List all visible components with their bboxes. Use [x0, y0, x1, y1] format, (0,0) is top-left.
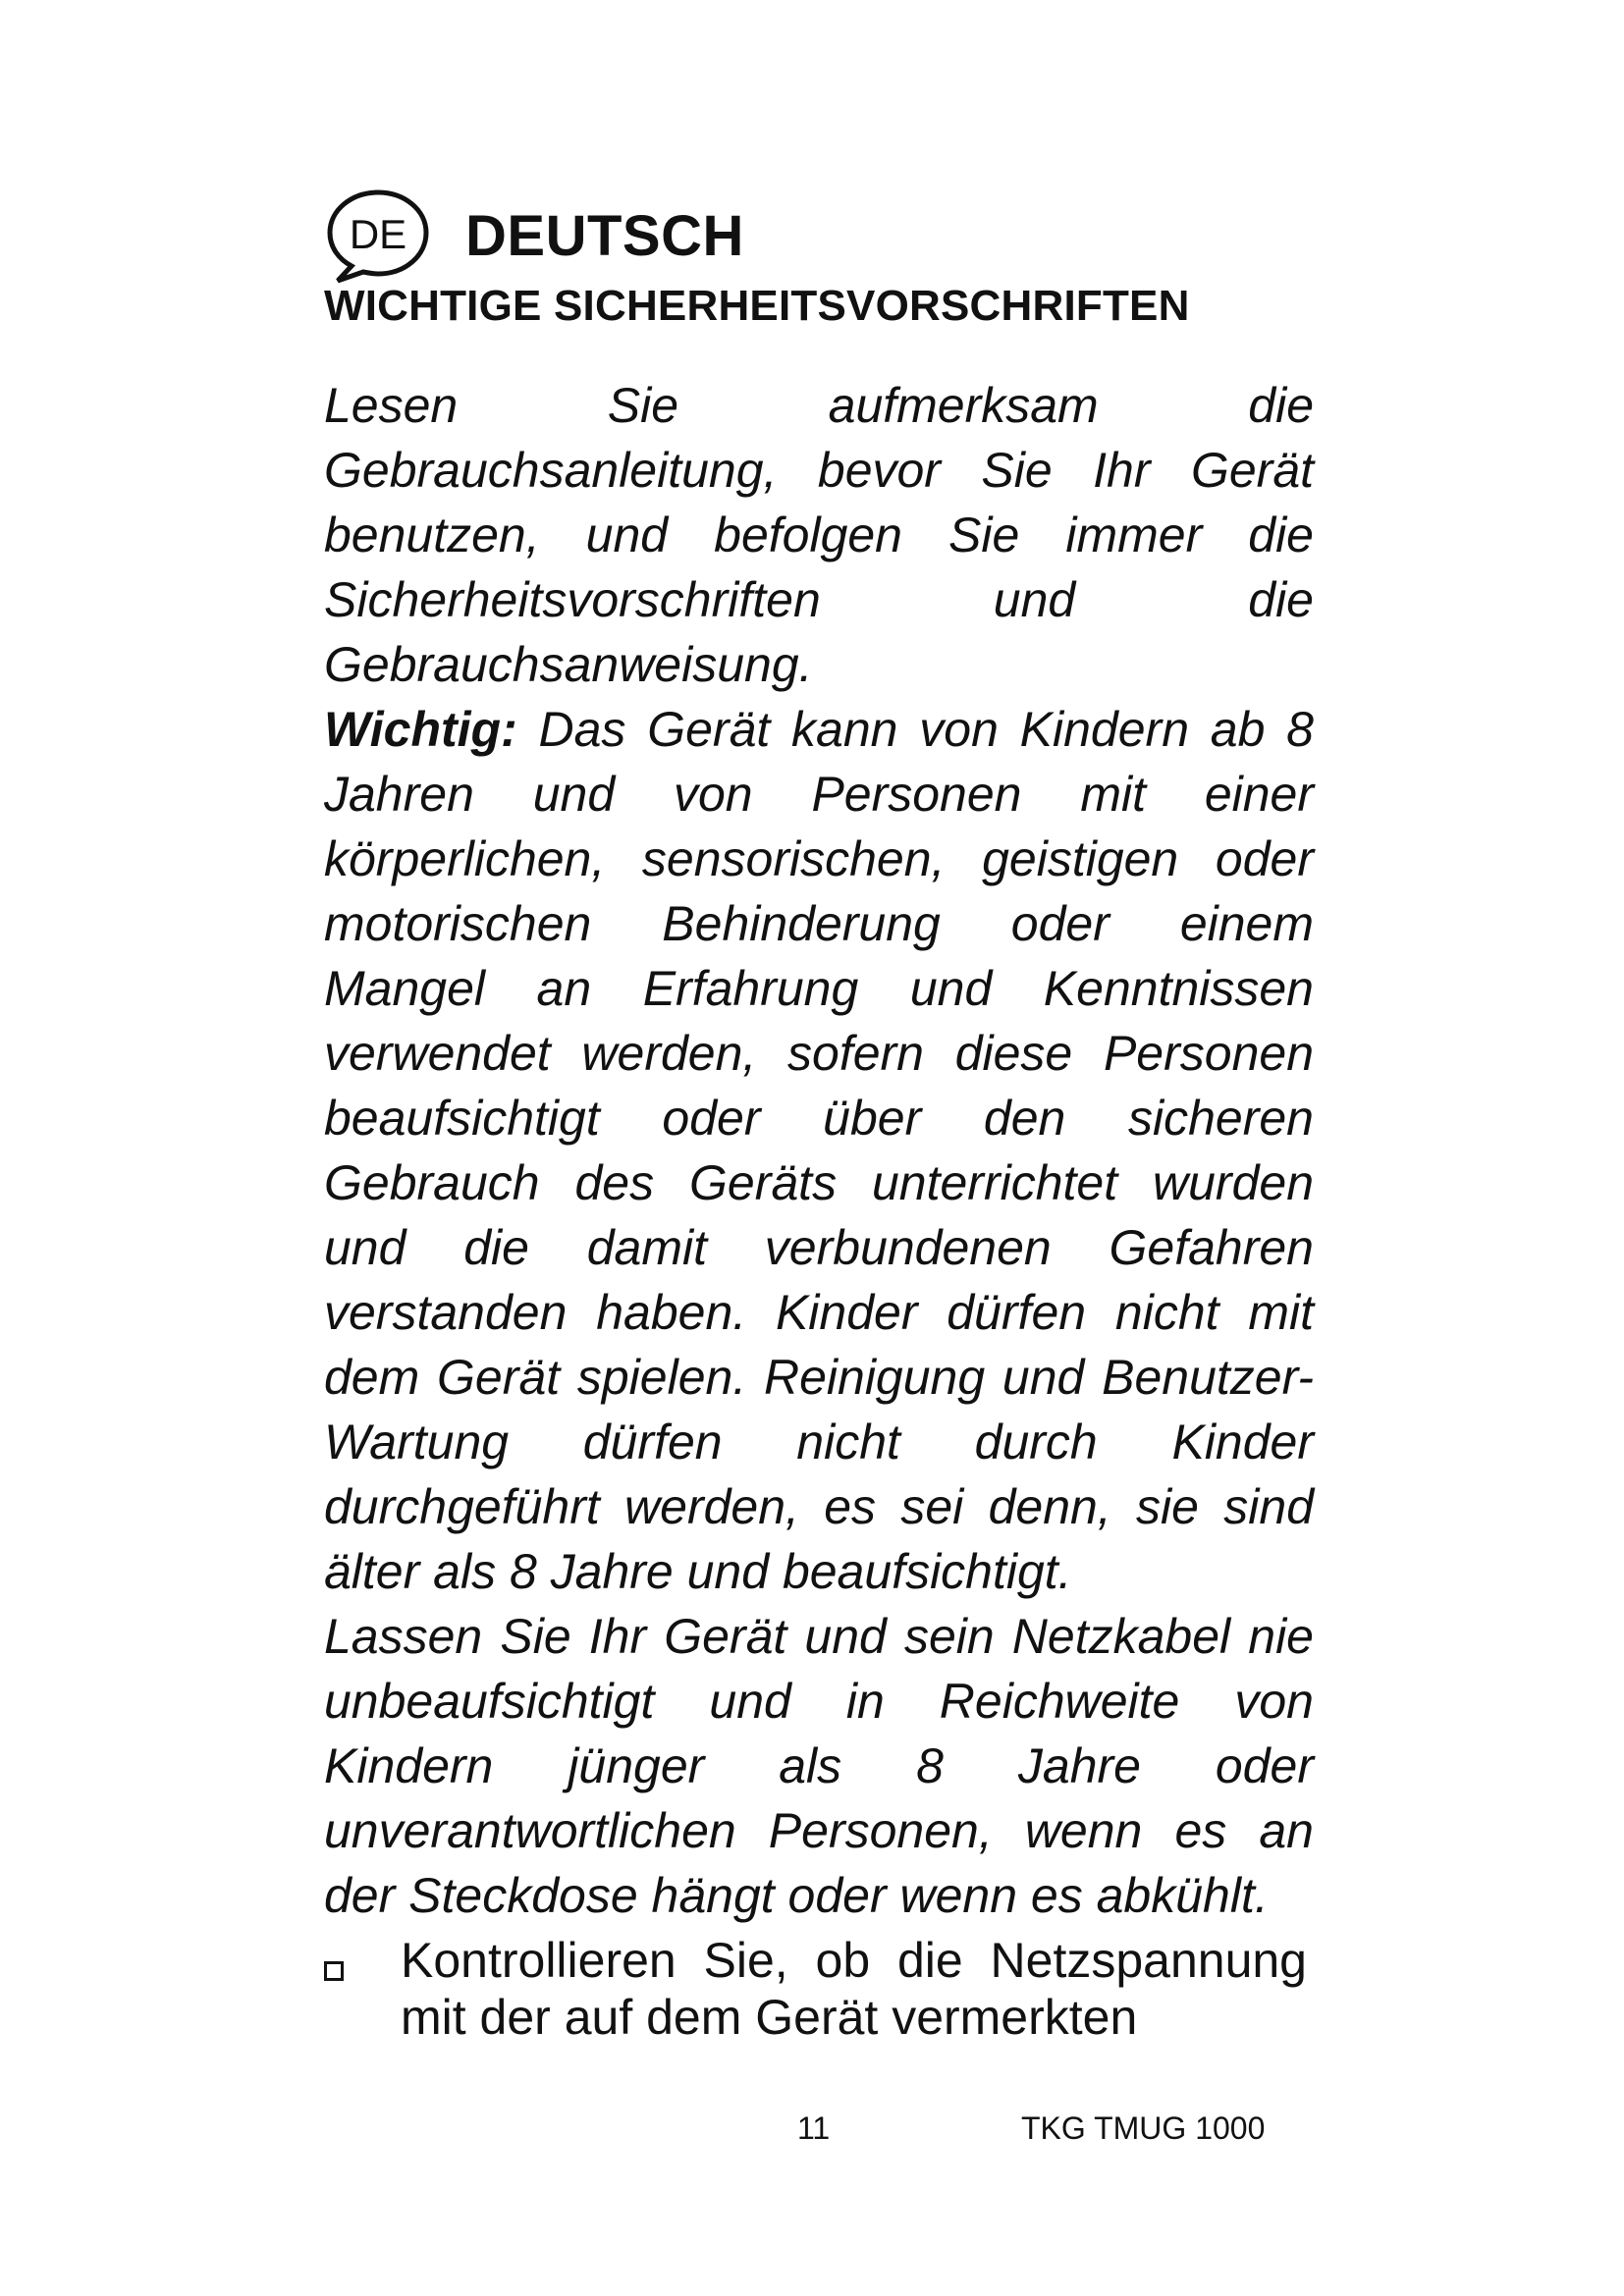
section-title: WICHTIGE SICHERHEITSVORSCHRIFTEN [324, 282, 1190, 330]
intro-paragraph: Lesen Sie aufmerksam die Gebrauchsanleitung, bevor Sie Ihr Gerät benutzen, und befolgen Sie immer die Sicherheitsvorschriften und die Gebrauchsanweisung. [324, 378, 1314, 692]
page-number: 11 [797, 2110, 831, 2146]
lang-icon-text: DE [349, 211, 407, 257]
language-header [324, 191, 744, 280]
important-paragraph [324, 697, 1314, 1604]
children-paragraph: Lassen Sie Ihr Gerät und sein Netzkabel nie unbeaufsichtigt und in Reichweite von Kindern jünger als 8 Jahre oder unverantwortlichen Personen, wenn es an der Steckdose hängt oder wenn es abkühlt. [324, 1609, 1314, 1923]
speech-bubble-de-icon [324, 187, 432, 285]
safety-text-block [324, 373, 1314, 1928]
list-item [324, 1932, 1314, 2046]
language-title: DEUTSCH [465, 203, 744, 268]
bullet-text: Kontrollieren Sie, ob die Netzspannung mit der auf dem Gerät vermerkten [401, 1933, 1307, 2045]
checkbox-bullet-icon [324, 1961, 344, 1981]
important-text: Das Gerät kann von Kindern ab 8 Jahren und von Personen mit einer körperlichen, sensorischen, geistigen oder motorischen Behinderung oder einem Mangel an Erfahrung und Kenntnissen verwendet werden, sofern diese Personen beaufsichtigt oder über den sicheren Gebrauch des Geräts unterrichtet wurden und die damit verbundenen Gefahren verstanden haben. Kinder dürfen nicht mit dem Gerät spielen. Reinigung und Benutzer-Wartung dürfen nicht durch Kinder durchgeführt werden, es sei denn, sie sind älter als 8 Jahre und beaufsichtigt. [324, 702, 1314, 1599]
important-label: Wichtig: [324, 702, 517, 757]
model-name: TKG TMUG 1000 [1021, 2110, 1266, 2146]
